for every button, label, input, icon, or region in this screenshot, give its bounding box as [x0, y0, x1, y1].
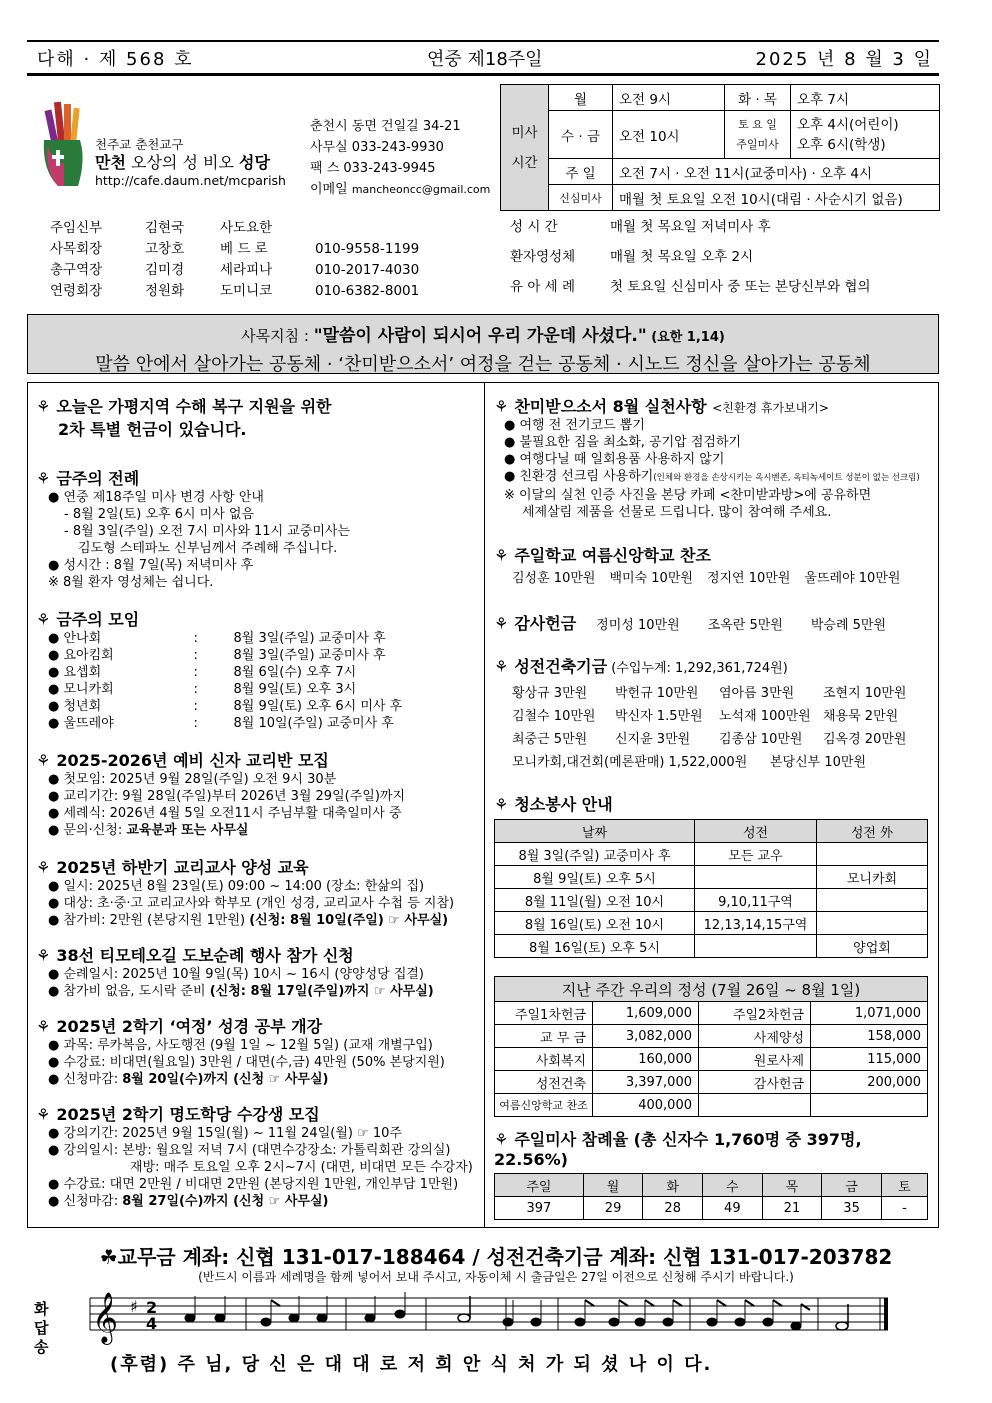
issue-date: 2025 년 8 월 3 일 [755, 48, 933, 70]
table-row: 성전건축 3,397,000 감사헌금 200,000 [495, 1071, 928, 1094]
svg-text:♯: ♯ [130, 1297, 138, 1316]
parish-logo-icon [38, 100, 88, 190]
svg-text:2: 2 [146, 1298, 158, 1317]
section-attendance-title: ⚘ 주일미사 참례율 (총 신자수 1,760명 중 397명, 22.56%) [494, 1130, 862, 1169]
contact-info [310, 116, 490, 200]
list-item: ● 안나회 : 8월 3일(주일) 교중미사 후 [48, 631, 386, 646]
parish-url[interactable]: http://cafe.daum.net/mcparish [95, 173, 286, 188]
list-item: ● 요아킴회 : 8월 3일(주일) 교중미사 후 [48, 648, 386, 663]
liturgy-list: ● 연중 제18주일 미사 변경 사항 안내 - 8월 2일(토) 오후 6시 미사 없음 - 8월 3일(주일) 오전 7시 미사와 11시 교중미사는 김도형 스테파노 신부님께서 주례해 주십니다. ● 성시간 : 8월 7일(목) 저녁미사 후 ※ 8월 환자 영성체는 쉽니다. [48, 490, 351, 590]
email: 이메일 mancheoncc@gmail.com [310, 182, 491, 197]
staff-row: 연령회장 정원화 도미니코 010-6382-8001 [50, 283, 420, 299]
parish-info [95, 136, 286, 190]
table-row: 교 무 금 3,082,000 사제양성 158,000 [495, 1025, 928, 1048]
account-note: (반드시 이름과 세례명을 함께 넣어서 보내 주시고, 자동이체 시 출금일은 27일 이전으로 신청해 주시기 바랍니다.) [198, 1270, 794, 1284]
special-collection-notice: ⚘ 오늘은 가평지역 수해 복구 지원을 위한 2차 특별 헌금이 있습니다. [36, 397, 332, 439]
staff-row: 주임신부 김현국 사도요한 [50, 220, 273, 236]
section-meetings-title: ⚘ 금주의 모임 [36, 610, 140, 629]
table-row: 8월 11일(월) 오전 10시 9,10,11구역 [495, 889, 928, 912]
list-item: ● 모니카회 : 8월 9일(토) 오후 3시 [48, 682, 357, 697]
address: 춘천시 동면 건일길 34-21 [310, 119, 461, 134]
section-bible-title: ⚘ 2025년 2학기 ‘여정’ 성경 공부 개강 [36, 1017, 323, 1036]
staff-row: 총구역장 김미경 세라피나 010-2017-4030 [50, 262, 420, 278]
list-item: ● 청년회 : 8월 9일(토) 오후 6시 미사 후 [48, 699, 403, 714]
service-row: 유 아 세 례 첫 토요일 신심미사 중 또는 본당신부와 협의 [510, 279, 871, 295]
summer-school-donors: 김성훈 10만원 백미숙 10만원 정지연 10만원 울뜨레야 10만원 [512, 571, 901, 586]
table-row: 여름신앙학교 찬조 400,000 [495, 1094, 928, 1117]
music-staff-icon [28, 1290, 898, 1350]
section-myeongdo-title: ⚘ 2025년 2학기 명도학당 수강생 모집 [36, 1105, 320, 1124]
left-column: ⚘ 오늘은 가평지역 수해 복구 지원을 위한 2차 특별 헌금이 있습니다. ⚘ 금주의 전례 ● 연중 제18주일 미사 변경 사항 안내 - 8월 2일(토) 오후 6시 미사 없음 - 8월 3일(주일) 오전 7시 미사와 11시 교중미사는 김도형 스테파노 신부님께서 주례해 주십니다. ● 성시간 : 8월 7일(목) 저녁미사 후 ※ 8월 환자 영성체는 쉽니다. ⚘ 금주의 모임 ● 안나회 : 8월 3일(주일) 교중미사 후 ● 요아킴회 : 8월 3일(주일) 교중미사 후 ● 요셉회 : 8월 6일(수) 오후 7시 ● 모니카회 : 8월 9일(토) 오후 3시 ● 청년회 : 8월 9일(토) 오후 6시 미사 후 ● 울뜨레야 : 8월 10일(주일) 교중미사 후 ⚘ 2025-2026년 예비 신자 교리반 모집 ● 첫모임: 2025년 9월 28일(주일) 오전 9시 30분 ● 교리기간: 9월 28일(주일)부터 2026년 3월 29일(주일)까지 ● 세례식: 2026년 4월 5일 오전11시 주님부활 대축일미사 중 ● 문의·신청: 교육분과 또는 사무실 ⚘ 2025년 하반기 교리교사 양성 교육 ● 일시: 2025년 8월 23일(토) 09:00 ~ 14:00 (장소: 한삶의 집) ● 대상: 초·중·고 교리교사와 학부모 (개인 성경, 교리교사 수첩 등 지참) ● 참가비: 2만원 (본당지원 1만원) (신청: 8월 10일(주일) ☞ 사무실) ⚘ 38선 티모테오길 도보순례 행사 참가 신청 ● 순례일시: 2025년 10월 9일(목) 10시 ~ 16시 (양양성당 집결) ● 참가비 없음, 도시락 준비 (신청: 8월 17일(주일)까지 ☞ 사무실) ⚘ 2025년 2학기 ‘여정’ 성경 공부 개강 ● 과목: 루카복음, 사도행전 (9월 1일 ~ 12월 5일) (교재 개별구입) ● 수강료: 비대면(월요일) 3만원 / 대면(수,금) 4만원 (50% 본당지원) ● 신청마감: 8월 20일(수)까지 (신청 ☞ 사무실) ⚘ 2025년 2학기 명도학당 수강생 모집 ● 강의기간: 2025년 9월 15일(월) ~ 11월 24일(월) ☞ 10주 ● 강의일시: 본방: 월요일 저녁 7시 (대면수강장소: 가톨릭회관 강의실) 재방: 매주 토요일 오후 2시~7시 (대면, 비대면 모든 수강자) ● 수강료: 대면 2만원 / 비대면 2만원 (본당지원 1만원, 개인부담 1만원) ● 신청마감: 8월 27일(수)까지 (신청 ☞ 사무실) [36, 394, 476, 1210]
section-eco-title: ⚘ 찬미받으소서 8월 실천사항 <친환경 휴가보내기> [494, 397, 829, 416]
parish-name: 만천 오상의 성 비오 성당 [95, 153, 270, 172]
section-building-fund-title: ⚘ 성전건축기금 (수입누계: 1,292,361,724원) [494, 657, 788, 676]
service-info [510, 216, 871, 298]
office-phone: 사무실 033-243-9930 [310, 140, 444, 155]
masthead [27, 40, 939, 76]
cleaning-table: 날짜 성전 성전 外 8월 3일(주일) 교중미사 후 모든 교우 8월 9일(토) 오후 5시 모니카회 8월 11일(월) 오전 10시 9,10,11구역 8월 16일(토) 오전 10시 12,13,14,15구역 8월 16일(토) 오후 5시 양업회 [494, 819, 928, 958]
thanks-offering: ⚘ 감사헌금 정미성 10만원 조옥란 5만원 박승례 5만원 [494, 614, 887, 633]
section-teacher-title: ⚘ 2025년 하반기 교리교사 양성 교육 [36, 858, 309, 877]
section-catechism-title: ⚘ 2025-2026년 예비 신자 교리반 모집 [36, 751, 329, 770]
list-item: ● 요셉회 : 8월 6일(수) 오후 7시 [48, 665, 357, 680]
table-row: 사회복지 160,000 원로사제 115,000 [495, 1048, 928, 1071]
pastoral-motto: 사목지침 : "말씀이 사람이 되시어 우리 가운데 사셨다." (요한 1,14) 말씀 안에서 살아가는 공동체 · ‘찬미받으소서’ 여정을 걷는 공동체 · 시노드 정신을 살아가는 공동체 [27, 314, 939, 374]
account-info: ☘교무금 계좌: 신협 131-017-188464 / 성전건축기금 계좌: 신협 131-017-203782 [99, 1245, 893, 1269]
issue-number: 다해 · 제 568 호 [37, 48, 194, 70]
table-row: 8월 3일(주일) 교중미사 후 모든 교우 [495, 843, 928, 866]
attendance-table: 주일 월 화 수 목 금 토 397 29 28 49 21 35 - [494, 1173, 928, 1220]
staff-row: 사목회장 고창호 베 드 로 010-9558-1199 [50, 241, 420, 257]
table-row: 주일1차헌금 1,609,000 주일2차헌금 1,071,000 [495, 1002, 928, 1025]
offering-table: 지난 주간 우리의 정성 (7월 26일 ~ 8월 1일) 주일1차헌금 1,609,000 주일2차헌금 1,071,000 교 무 금 3,082,000 사제양성 158,000 사회복지 160,000 원로사제 115,000 성전건축 3,397,000 감사헌금 200,000 여름신앙학교 찬조 400,000 [494, 976, 928, 1117]
section-pilgrimage-title: ⚘ 38선 티모테오길 도보순례 행사 참가 신청 [36, 946, 354, 965]
fax-number: 팩 스 033-243-9945 [310, 161, 436, 176]
service-row: 환자영성체 매월 첫 목요일 오후 2시 [510, 249, 754, 265]
table-row: 8월 16일(토) 오전 10시 12,13,14,15구역 [495, 912, 928, 935]
section-liturgy-title: ⚘ 금주의 전례 [36, 469, 140, 488]
table-row: 397 29 28 49 21 35 - [495, 1197, 928, 1220]
liturgical-day: 연중 제18주일 [427, 48, 543, 70]
service-row: 성 시 간 매월 첫 목요일 저녁미사 후 [510, 219, 771, 235]
svg-text:4: 4 [146, 1314, 158, 1333]
psalm-label: 화답송 [34, 1300, 49, 1356]
mass-schedule-table: 미사 시간 월 오전 9시 화 · 목 오후 7시 수 · 금 오전 10시 토 요 일 주일미사 오후 4시(어린이) 오후 6시(학생) 주 일 오전 7시 · 오전 11시(교중미사) · 오후 4시 신심미사 매월 첫 토요일 오전 10시(대림 · 사순시기 없음) [500, 84, 940, 211]
section-summer-school-title: ⚘ 주일학교 여름신앙학교 찬조 [494, 546, 711, 565]
staff-list [50, 218, 419, 302]
svg-text:𝄞: 𝄞 [92, 1292, 119, 1343]
table-row: 8월 9일(토) 오후 5시 모니카회 [495, 866, 928, 889]
list-item: ● 울뜨레야 : 8월 10일(주일) 교중미사 후 [48, 716, 394, 731]
psalm-lyrics: (후렴) 주 님, 당 신 은 대 대 로 저 희 안 식 처 가 되 셨 나 이 다. [110, 1354, 713, 1375]
column-divider [484, 383, 485, 1227]
diocese-name: 천주교 춘천교구 [95, 137, 184, 152]
right-column: ⚘ 찬미받으소서 8월 실천사항 <친환경 휴가보내기> ● 여행 전 전기코드 뽑기 ● 불필요한 짐을 최소화, 공기압 점검하기 ● 여행다닐 때 일회용품 사용하지 않기 ● 친환경 선크림 사용하기(인체와 환경을 손상시키는 옥시벤존, 옥티녹세이트 성분이 없는 선크림) ※ 이달의 실천 인증 사진을 본당 카페 <찬미받과방>에 공유하면 세제살림 제품을 선물로 드립니다. 많이 참여해 주세요. ⚘ 주일학교 여름신앙학교 찬조 김성훈 10만원 백미숙 10만원 정지연 10만원 울뜨레야 10만원 ⚘ 감사헌금 정미성 10만원 조옥란 5만원 박승례 5만원 ⚘ 성전건축기금 (수입누계: 1,292,361,724원) 황상규 3만원 박헌규 10만원 염아름 3만원 조현지 10만원 김철수 10만원 박신자 1.5만원 노석재 100만원 채용묵 2만원 최중근 5만원 신지윤 3만원 김종삼 10만원 김옥경 20만원 모니카회,대건회(메론판매) 1,522,000원 본당신부 10만원 ⚘ 청소봉사 안내 날짜 성전 성전 外 8월 3일(주일) 교중미사 후 모든 교우 8월 9일(토) 오후 5시 모니카회 8월 11일(월) 오전 10시 9,10,11구역 8월 16일(토) 오전 10시 12,13,14,15구역 8월 16일(토) 오후 5시 양업회 지난 주간 우리의 정성 (7월 26일 ~ 8월 1일) 주일1차헌금 1,609,000 주일2차헌금 1,071,000 교 무 금 3,082,000 사제양성 158,000 사회복지 160,000 원로사제 115,000 성전건축 3,397,000 감사헌금 200,000 여름신앙학교 찬조 400,000 ⚘ 주일미사 참례율 (총 신자수 1,760명 중 397명, 22.56%) 주일 월 화 수 목 금 토 397 29 28 49 21 35 - [494, 394, 934, 1220]
section-cleaning-title: ⚘ 청소봉사 안내 [494, 795, 613, 814]
mass-label: 미사 시간 [501, 85, 549, 211]
building-fund-donors: 황상규 3만원 박헌규 10만원 염아름 3만원 조현지 10만원 김철수 10만원 박신자 1.5만원 노석재 100만원 채용묵 2만원 최중근 5만원 신지윤 3만원 김종삼 10만원 김옥경 20만원 모니카회,대건회(메론판매) 1,522,000원 본당신부 10만원 [512, 686, 907, 770]
meetings-list [48, 630, 476, 732]
table-row: 8월 16일(토) 오후 5시 양업회 [495, 935, 928, 958]
